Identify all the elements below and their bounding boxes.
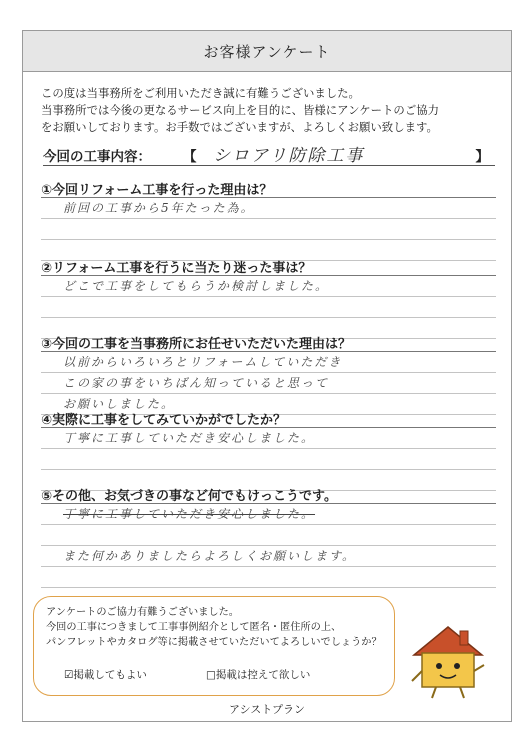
answer-line [41,198,496,219]
question-5 [41,485,496,588]
answer-text: お願いしました。 [63,397,176,411]
intro-text [41,85,501,136]
answer-text: 以前からいろいろとリフォームしていただき [63,355,343,369]
answer-line [41,352,496,373]
question-1 [41,179,496,261]
closing-line: アンケートのご協力有難うございました。 [46,607,239,618]
question-title: ④実際に工事をしてみていかがでしたか？ [41,409,496,428]
closing-line: 今回の工事につきまして工事事例紹介として匿名・匿住所の上、 [46,622,342,633]
answer-text: この家の事をいちばん知っていると思って [63,376,330,390]
answer-line [41,219,496,240]
question-4 [41,409,496,491]
answer-line [41,546,496,567]
answer-text: 前回の工事から5年たった為。 [63,201,255,215]
intro-line: 当事務所では今後の更なるサービス向上を目的に、皆様にアンケートのご協力 [41,103,439,117]
answer-line [41,428,496,449]
answer-line [41,567,496,588]
closing-bubble [33,596,395,696]
house-mascot-icon [408,621,488,701]
project-field [43,143,495,166]
answer-line [41,525,496,546]
bracket-open: 【 [183,149,197,165]
survey-sheet [22,30,512,722]
project-label: 今回の工事内容： [43,149,151,165]
answer-text: 丁寧に工事していただき安心しました。 [63,431,316,445]
answer-line [41,373,496,394]
closing-line: パンフレットやカタログ等に掲載させていただいてよろしいでしょうか？ [46,637,382,648]
option-publish-ok[interactable]: ☑掲載してもよい [64,669,147,681]
answer-line [41,449,496,470]
intro-line: をお願いしております。お手数ではございますが、よろしくお願い致します。 [41,120,438,134]
bracket-close: 】 [475,149,489,165]
answer-line [41,276,496,297]
answer-line [41,504,496,525]
answer-line [41,297,496,318]
option-publish-no[interactable]: □掲載は控えて欲しい [206,669,311,681]
question-title: ③今回の工事を当事務所にお任せいただいた理由は？ [41,333,496,352]
answer-text-struck: 丁寧に工事していただき安心しました。 [63,507,316,521]
intro-line: この度は当事務所をご利用いただき誠に有難うございました。 [41,86,360,100]
question-title: ②リフォーム工事を行うに当たり迷った事は？ [41,257,496,276]
question-title: ①今回リフォーム工事を行った理由は？ [41,179,496,198]
question-2 [41,257,496,339]
project-value: シロアリ防除工事 [213,146,365,166]
question-title: ⑤その他、お気づきの事など何でもけっこうです。 [41,485,496,504]
footer-company: アシストプラン [229,703,305,716]
answer-text: また何かありましたらよろしくお願いします。 [63,549,357,563]
answer-text: どこで工事をしてもらうか検討しました。 [63,279,330,293]
page-title: お客様アンケート [23,31,511,72]
question-3 [41,333,496,415]
